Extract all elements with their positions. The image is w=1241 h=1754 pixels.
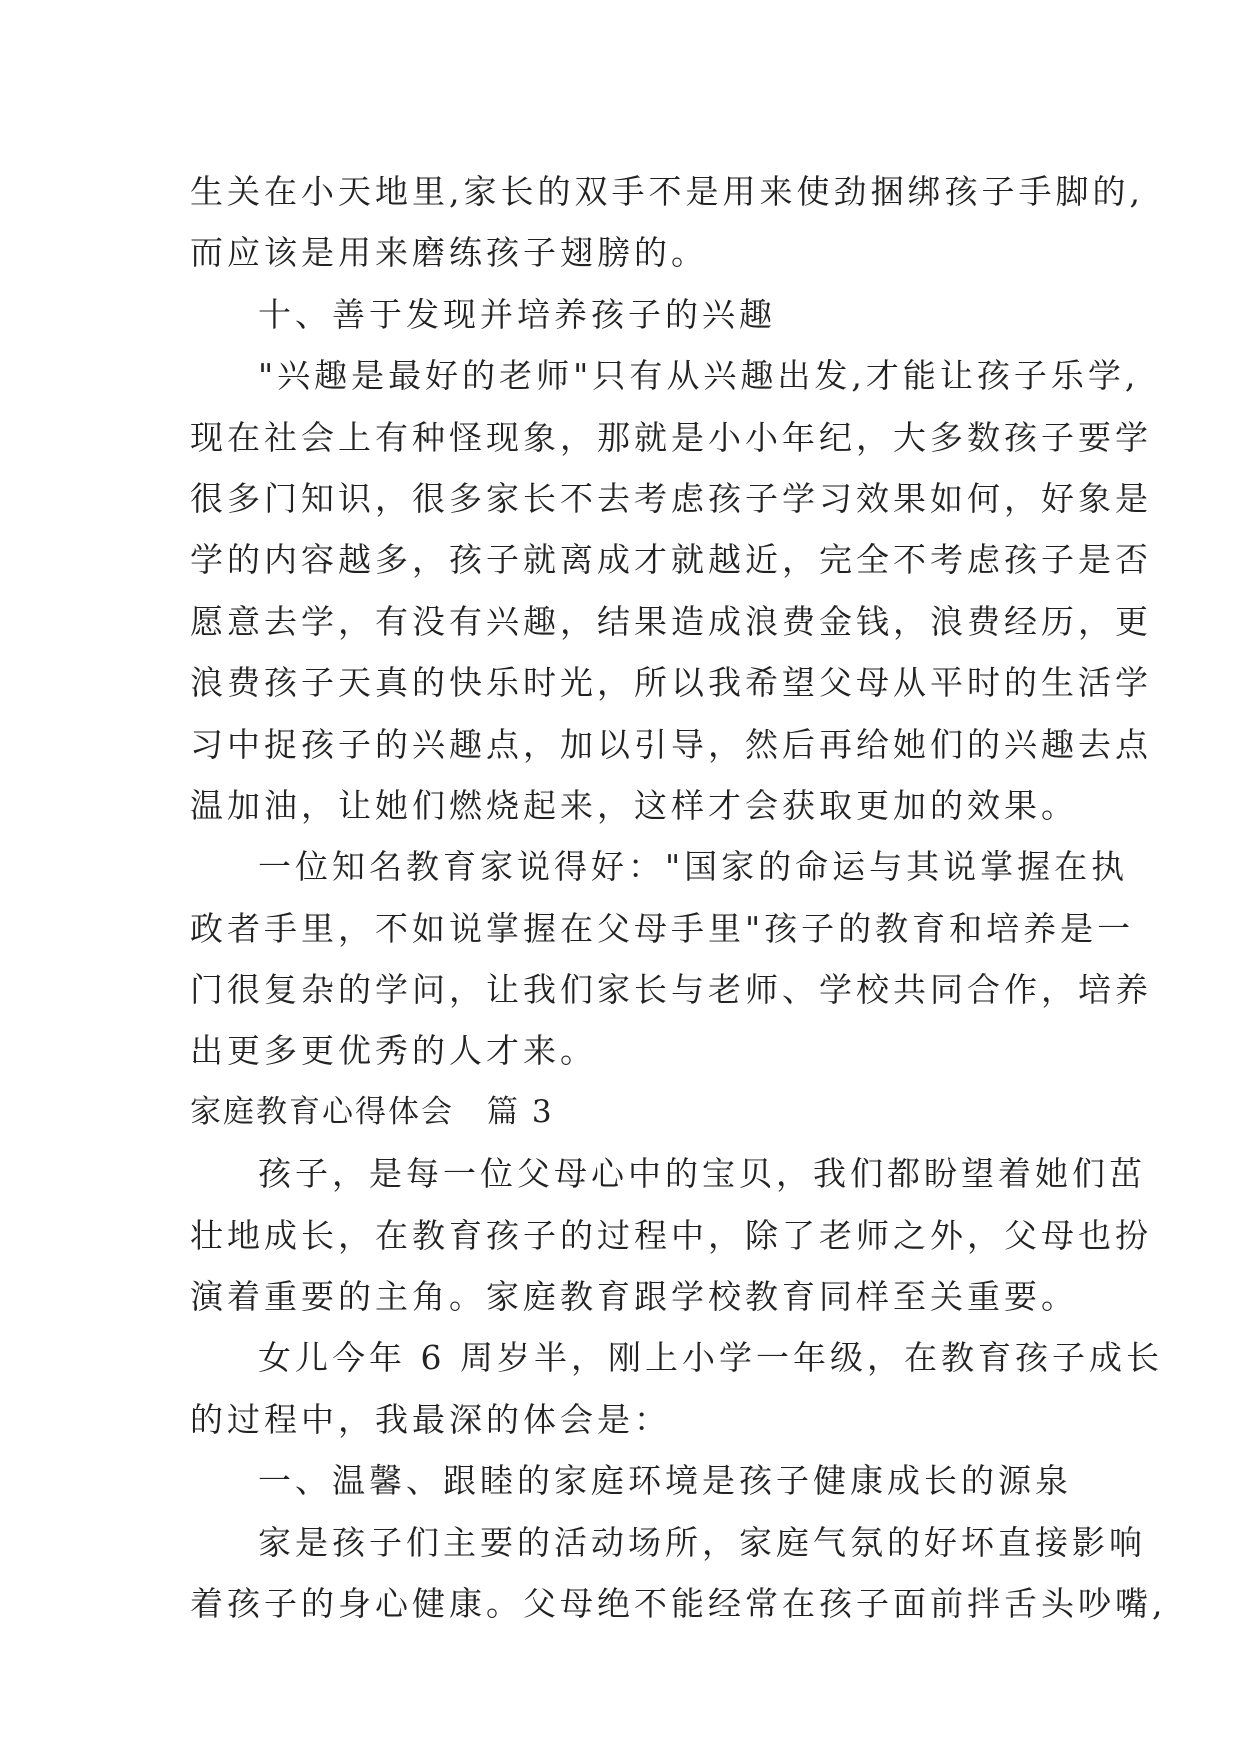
- section-heading: 一、温馨、跟睦的家庭环境是孩子健康成长的源泉: [258, 1461, 1072, 1501]
- text-line: 出更多更优秀的人才来。: [190, 1031, 597, 1071]
- text-line: 学的内容越多，孩子就离成才就越近，完全不考虑孩子是否: [190, 540, 1152, 580]
- text-line: "兴趣是最好的老师"只有从兴趣出发,才能让孩子乐学,: [258, 356, 1140, 396]
- section-heading: 十、善于发现并培养孩子的兴趣: [258, 294, 776, 334]
- text-line: 门很复杂的学问，让我们家长与老师、学校共同合作，培养: [190, 970, 1152, 1010]
- text-line: 政者手里，不如说掌握在父母手里"孩子的教育和培养是一: [190, 908, 1135, 948]
- article-title: 家庭教育心得体会 篇 3: [190, 1093, 554, 1130]
- text-line: 温加油，让她们燃烧起来，这样才会获取更加的效果。: [190, 785, 1078, 825]
- text-line: 浪费孩子天真的快乐时光，所以我希望父母从平时的生活学: [190, 663, 1152, 703]
- text-line: 孩子，是每一位父母心中的宝贝，我们都盼望着她们茁: [258, 1154, 1146, 1194]
- text-line: 生关在小天地里,家长的双手不是用来使劲捆绑孩子手脚的,: [190, 172, 1144, 211]
- text-line: 家是孩子们主要的活动场所，家庭气氛的好坏直接影响: [258, 1522, 1146, 1562]
- text-line: 愿意去学，有没有兴趣，结果造成浪费金钱，浪费经历，更: [190, 601, 1152, 641]
- text-line: 一位知名教育家说得好："国家的命运与其说掌握在执: [258, 847, 1129, 887]
- text-line: 习中捉孩子的兴趣点，加以引导，然后再给她们的兴趣去点: [190, 724, 1152, 764]
- text-line: 而应该是用来磨练孩子翅膀的。: [190, 233, 708, 273]
- text-line: 的过程中，我最深的体会是：: [190, 1399, 671, 1439]
- document-body: [190, 161, 1167, 1634]
- text-line: 女儿今年 6 周岁半，刚上小学一年级，在教育孩子成长: [258, 1338, 1163, 1378]
- text-line: 演着重要的主角。家庭教育跟学校教育同样至关重要。: [190, 1277, 1078, 1317]
- text-line: 很多门知识，很多家长不去考虑孩子学习效果如何，好象是: [190, 478, 1152, 518]
- text-line: 壮地成长，在教育孩子的过程中，除了老师之外，父母也扮: [190, 1215, 1152, 1255]
- text-line: 着孩子的身心健康。父母绝不能经常在孩子面前拌舌头吵嘴,: [190, 1583, 1167, 1623]
- text-line: 现在社会上有种怪现象，那就是小小年纪，大多数孩子要学: [190, 417, 1152, 457]
